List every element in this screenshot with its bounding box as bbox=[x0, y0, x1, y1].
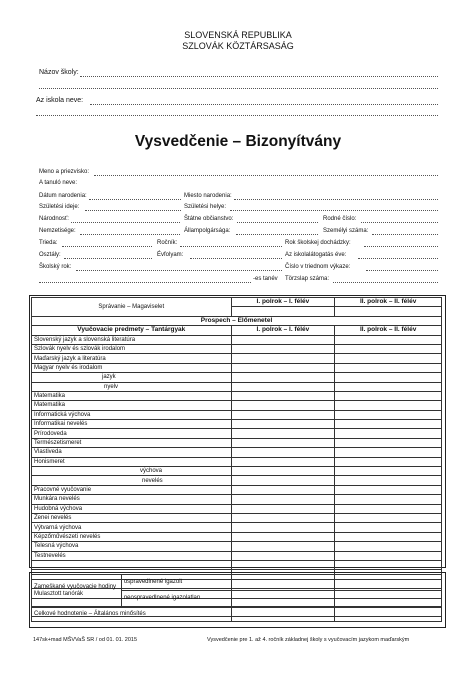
subject-row bbox=[32, 560, 442, 569]
subject-name: Výtvarná výchova bbox=[32, 523, 232, 532]
register-number-field[interactable] bbox=[366, 270, 438, 271]
subject-row bbox=[32, 542, 442, 551]
subject-grade-1[interactable] bbox=[231, 363, 335, 372]
subject-grade-2[interactable] bbox=[335, 457, 442, 466]
subject-name: nevelés bbox=[32, 476, 232, 485]
subject-row bbox=[32, 448, 442, 457]
subjects-header-row bbox=[32, 326, 442, 335]
subject-row bbox=[32, 457, 442, 466]
subject-name: Telesná výchova bbox=[32, 542, 232, 551]
school-attendance-year-field[interactable] bbox=[364, 246, 438, 247]
page-title: Vysvedčenie – Bizonyítvány bbox=[134, 133, 342, 150]
school-name-label: Názov školy: bbox=[39, 69, 79, 76]
birth-date-field[interactable] bbox=[89, 199, 181, 200]
birth-number-label: Rodné číslo: bbox=[323, 216, 357, 222]
school-address-label: Az iskola neve: bbox=[36, 97, 84, 104]
subject-grade-1[interactable] bbox=[231, 523, 335, 532]
subject-row bbox=[32, 335, 442, 344]
subject-name: Matematika bbox=[32, 401, 232, 410]
col1-header: I. polrok – I. félév bbox=[231, 298, 335, 307]
excused-row bbox=[32, 575, 442, 591]
subject-row bbox=[32, 438, 442, 447]
subject-grade-2[interactable] bbox=[335, 532, 442, 541]
subject-grade-1[interactable] bbox=[231, 513, 335, 522]
header-line-1: SLOVENSKÁ REPUBLIKA bbox=[184, 30, 292, 40]
excused-value-1[interactable] bbox=[231, 575, 335, 591]
subject-grade-2[interactable] bbox=[335, 448, 442, 457]
subject-grade-2[interactable] bbox=[335, 485, 442, 494]
birth-date-label: Dátum narodenia: bbox=[39, 193, 87, 199]
year-label: Ročník: bbox=[157, 240, 178, 246]
personal-number-field[interactable] bbox=[372, 234, 438, 235]
year-field[interactable] bbox=[180, 246, 282, 247]
subject-row bbox=[32, 344, 442, 353]
subject-name: Zenei nevelés bbox=[32, 513, 232, 522]
grades-table bbox=[31, 297, 442, 617]
citizenship-hu-label: Állampolgársága: bbox=[184, 228, 231, 234]
subject-grade-1[interactable] bbox=[231, 467, 335, 476]
school-name-field-2[interactable] bbox=[39, 88, 438, 89]
unexcused-label: neospravedlnené igazolatlan bbox=[121, 591, 231, 607]
subject-grade-2[interactable] bbox=[335, 513, 442, 522]
school-year-suffix-label: -es tanév bbox=[253, 276, 278, 282]
subject-grade-2[interactable] bbox=[335, 382, 442, 391]
subject-row bbox=[32, 523, 442, 532]
progress-label: Prospech – Előmenetel bbox=[32, 316, 442, 325]
birth-date-hu-field[interactable] bbox=[85, 210, 181, 211]
subject-name: Testnevelés bbox=[32, 551, 232, 560]
subject-grade-1[interactable] bbox=[231, 410, 335, 419]
subject-grade-1[interactable] bbox=[231, 354, 335, 363]
subjects-col1-header: I. polrok – I. félév bbox=[231, 326, 335, 335]
subject-grade-2[interactable] bbox=[335, 335, 442, 344]
subject-grade-2[interactable] bbox=[335, 344, 442, 353]
birth-place-hu-label: Születési helye: bbox=[184, 204, 227, 210]
subject-grade-2[interactable] bbox=[335, 495, 442, 504]
subject-grade-1[interactable] bbox=[231, 401, 335, 410]
nationality-field[interactable] bbox=[71, 222, 180, 223]
subject-grade-2[interactable] bbox=[335, 504, 442, 513]
subject-grade-2[interactable] bbox=[335, 391, 442, 400]
subject-row bbox=[32, 363, 442, 372]
subject-grade-1[interactable] bbox=[231, 438, 335, 447]
subject-grade-1[interactable] bbox=[231, 382, 335, 391]
subject-row bbox=[32, 391, 442, 400]
subjects-col2-header: II. polrok – II. félév bbox=[335, 326, 442, 335]
citizenship-hu-field[interactable] bbox=[236, 234, 318, 235]
subject-grade-1[interactable] bbox=[231, 335, 335, 344]
header-line-2: SZLOVÁK KÖZTÁRSASÁG bbox=[182, 41, 294, 51]
name-label: Meno a priezvisko: bbox=[39, 169, 90, 175]
subject-name: Honismeret bbox=[32, 457, 232, 466]
subject-row bbox=[32, 354, 442, 363]
subject-grade-1[interactable] bbox=[231, 373, 335, 382]
subject-grade-1[interactable] bbox=[231, 448, 335, 457]
subject-grade-1[interactable] bbox=[231, 504, 335, 513]
overall-row bbox=[32, 607, 442, 622]
unexcused-value-2[interactable] bbox=[335, 591, 442, 607]
subject-row bbox=[32, 513, 442, 522]
year-hu-field[interactable] bbox=[190, 258, 282, 259]
progress-row bbox=[32, 316, 442, 325]
missed-hours-label: Zameškané vyučovacie hodiny Mulasztott tanórák bbox=[32, 575, 122, 607]
personal-number-label: Személyi száma: bbox=[323, 228, 369, 234]
school-attendance-year-hu-label: Az iskolalátogatás éve: bbox=[285, 252, 347, 258]
birth-place-hu-field[interactable] bbox=[230, 210, 438, 211]
subject-grade-2[interactable] bbox=[335, 560, 442, 569]
subject-grade-2[interactable] bbox=[335, 467, 442, 476]
subject-grade-1[interactable] bbox=[231, 532, 335, 541]
subject-grade-1[interactable] bbox=[231, 476, 335, 485]
year-hu-label: Évfolyam: bbox=[157, 252, 184, 258]
subject-grade-2[interactable] bbox=[335, 401, 442, 410]
school-name-field[interactable] bbox=[80, 76, 438, 77]
subject-grade-2[interactable] bbox=[335, 363, 442, 372]
subject-grade-1[interactable] bbox=[231, 560, 335, 569]
subject-name: Szlovák nyelv és szlovák irodalom bbox=[32, 344, 232, 353]
overall-label: Celkové hodnotenie – Általános minősítés bbox=[32, 607, 232, 622]
subject-grade-2[interactable] bbox=[335, 429, 442, 438]
subject-row bbox=[32, 485, 442, 494]
subject-grade-1[interactable] bbox=[231, 551, 335, 560]
subject-grade-2[interactable] bbox=[335, 542, 442, 551]
subject-grade-2[interactable] bbox=[335, 438, 442, 447]
subject-row bbox=[32, 373, 442, 382]
subject-name: nyelv bbox=[32, 382, 232, 391]
footer-right: Vysvedčenie pre 1. až 4. ročník základnej školy s vyučovacím jazykom maďarským bbox=[207, 637, 410, 643]
class-hu-label: Osztály: bbox=[39, 252, 61, 258]
attendance-table bbox=[31, 574, 442, 622]
subject-row bbox=[32, 504, 442, 513]
excused-label: ospravedlnené igazolt bbox=[121, 575, 231, 591]
nationality-hu-field[interactable] bbox=[80, 234, 180, 235]
subject-name bbox=[32, 560, 232, 569]
subject-grade-1[interactable] bbox=[231, 457, 335, 466]
subject-grade-1[interactable] bbox=[231, 391, 335, 400]
register-number-hu-label: Törzslap száma: bbox=[285, 276, 330, 282]
behavior-grade-2[interactable] bbox=[335, 307, 442, 316]
subject-row bbox=[32, 551, 442, 560]
class-label: Trieda: bbox=[39, 240, 58, 246]
subject-name: Informatická výchova bbox=[32, 410, 232, 419]
register-number-hu-field[interactable] bbox=[333, 282, 438, 283]
subject-name: Hudobná výchova bbox=[32, 504, 232, 513]
subject-row bbox=[32, 429, 442, 438]
birth-place-label: Miesto narodenia: bbox=[184, 193, 232, 199]
subject-grade-2[interactable] bbox=[335, 354, 442, 363]
unexcused-value-1[interactable] bbox=[231, 591, 335, 607]
subject-name: Matematika bbox=[32, 391, 232, 400]
subject-grade-1[interactable] bbox=[231, 542, 335, 551]
subject-grade-2[interactable] bbox=[335, 551, 442, 560]
school-attendance-year-label: Rok školskej dochádzky: bbox=[285, 240, 351, 246]
footer-left: 147sk+mad MŠVVaŠ SR / od 01. 01. 2015 bbox=[33, 637, 138, 643]
class-hu-field[interactable] bbox=[64, 258, 152, 259]
birth-date-hu-label: Születési ideje: bbox=[39, 204, 80, 210]
subject-grade-1[interactable] bbox=[231, 495, 335, 504]
subject-grade-2[interactable] bbox=[335, 476, 442, 485]
subject-grade-1[interactable] bbox=[231, 344, 335, 353]
subject-row bbox=[32, 401, 442, 410]
grid-header-row bbox=[32, 298, 442, 307]
subjects-header: Vyučovacie predmety – Tantárgyak bbox=[32, 326, 232, 335]
register-number-label: Číslo v triednom výkaze: bbox=[285, 264, 351, 270]
overall-value-1[interactable] bbox=[231, 607, 335, 622]
school-year-label: Školský rok: bbox=[39, 264, 72, 270]
name-field[interactable] bbox=[94, 175, 438, 176]
birth-place-field[interactable] bbox=[234, 199, 438, 200]
subject-grade-1[interactable] bbox=[231, 429, 335, 438]
behavior-grade-1[interactable] bbox=[231, 307, 335, 316]
citizenship-field[interactable] bbox=[237, 222, 318, 223]
subject-row bbox=[32, 467, 442, 476]
subject-grade-2[interactable] bbox=[335, 523, 442, 532]
excused-value-2[interactable] bbox=[335, 575, 442, 591]
subject-grade-1[interactable] bbox=[231, 420, 335, 429]
subject-row bbox=[32, 420, 442, 429]
subject-grade-2[interactable] bbox=[335, 420, 442, 429]
subject-grade-2[interactable] bbox=[335, 410, 442, 419]
subject-grade-1[interactable] bbox=[231, 485, 335, 494]
subject-name: Informatikai nevelés bbox=[32, 420, 232, 429]
subject-name: Munkára nevelés bbox=[32, 495, 232, 504]
subject-name: jazyk bbox=[32, 373, 232, 382]
subject-row bbox=[32, 495, 442, 504]
subject-name: Slovenský jazyk a slovenská literatúra bbox=[32, 335, 232, 344]
col2-header: II. polrok – II. félév bbox=[335, 298, 442, 307]
subject-grade-2[interactable] bbox=[335, 373, 442, 382]
school-attendance-year-hu-field[interactable] bbox=[358, 258, 438, 259]
student-name-label: A tanuló neve: bbox=[39, 180, 78, 186]
subject-row bbox=[32, 532, 442, 541]
subject-name: výchova bbox=[32, 467, 232, 476]
subject-row bbox=[32, 476, 442, 485]
subject-name: Prírodoveda bbox=[32, 429, 232, 438]
nationality-hu-label: Nemzetisége: bbox=[39, 228, 76, 234]
subject-row bbox=[32, 382, 442, 391]
subject-name: Vlastiveda bbox=[32, 448, 232, 457]
subject-name: Magyar nyelv és irodalom bbox=[32, 363, 232, 372]
overall-value-2[interactable] bbox=[335, 607, 442, 622]
behavior-label: Správanie – Magaviselet bbox=[32, 298, 232, 317]
class-field[interactable] bbox=[62, 246, 152, 247]
subject-name: Pracovné vyučovanie bbox=[32, 485, 232, 494]
subject-name: Képzőművészeti nevelés bbox=[32, 532, 232, 541]
birth-number-field[interactable] bbox=[361, 222, 438, 223]
subject-name: Természetismeret bbox=[32, 438, 232, 447]
subject-name: Maďarský jazyk a literatúra bbox=[32, 354, 232, 363]
nationality-label: Národnosť: bbox=[39, 216, 69, 222]
school-address-field[interactable] bbox=[90, 104, 438, 105]
subject-row bbox=[32, 410, 442, 419]
school-address-field-2[interactable] bbox=[36, 115, 438, 116]
citizenship-label: Štátne občianstvo: bbox=[184, 216, 234, 222]
school-year-hu-field[interactable] bbox=[39, 282, 251, 283]
school-year-field[interactable] bbox=[76, 270, 282, 271]
